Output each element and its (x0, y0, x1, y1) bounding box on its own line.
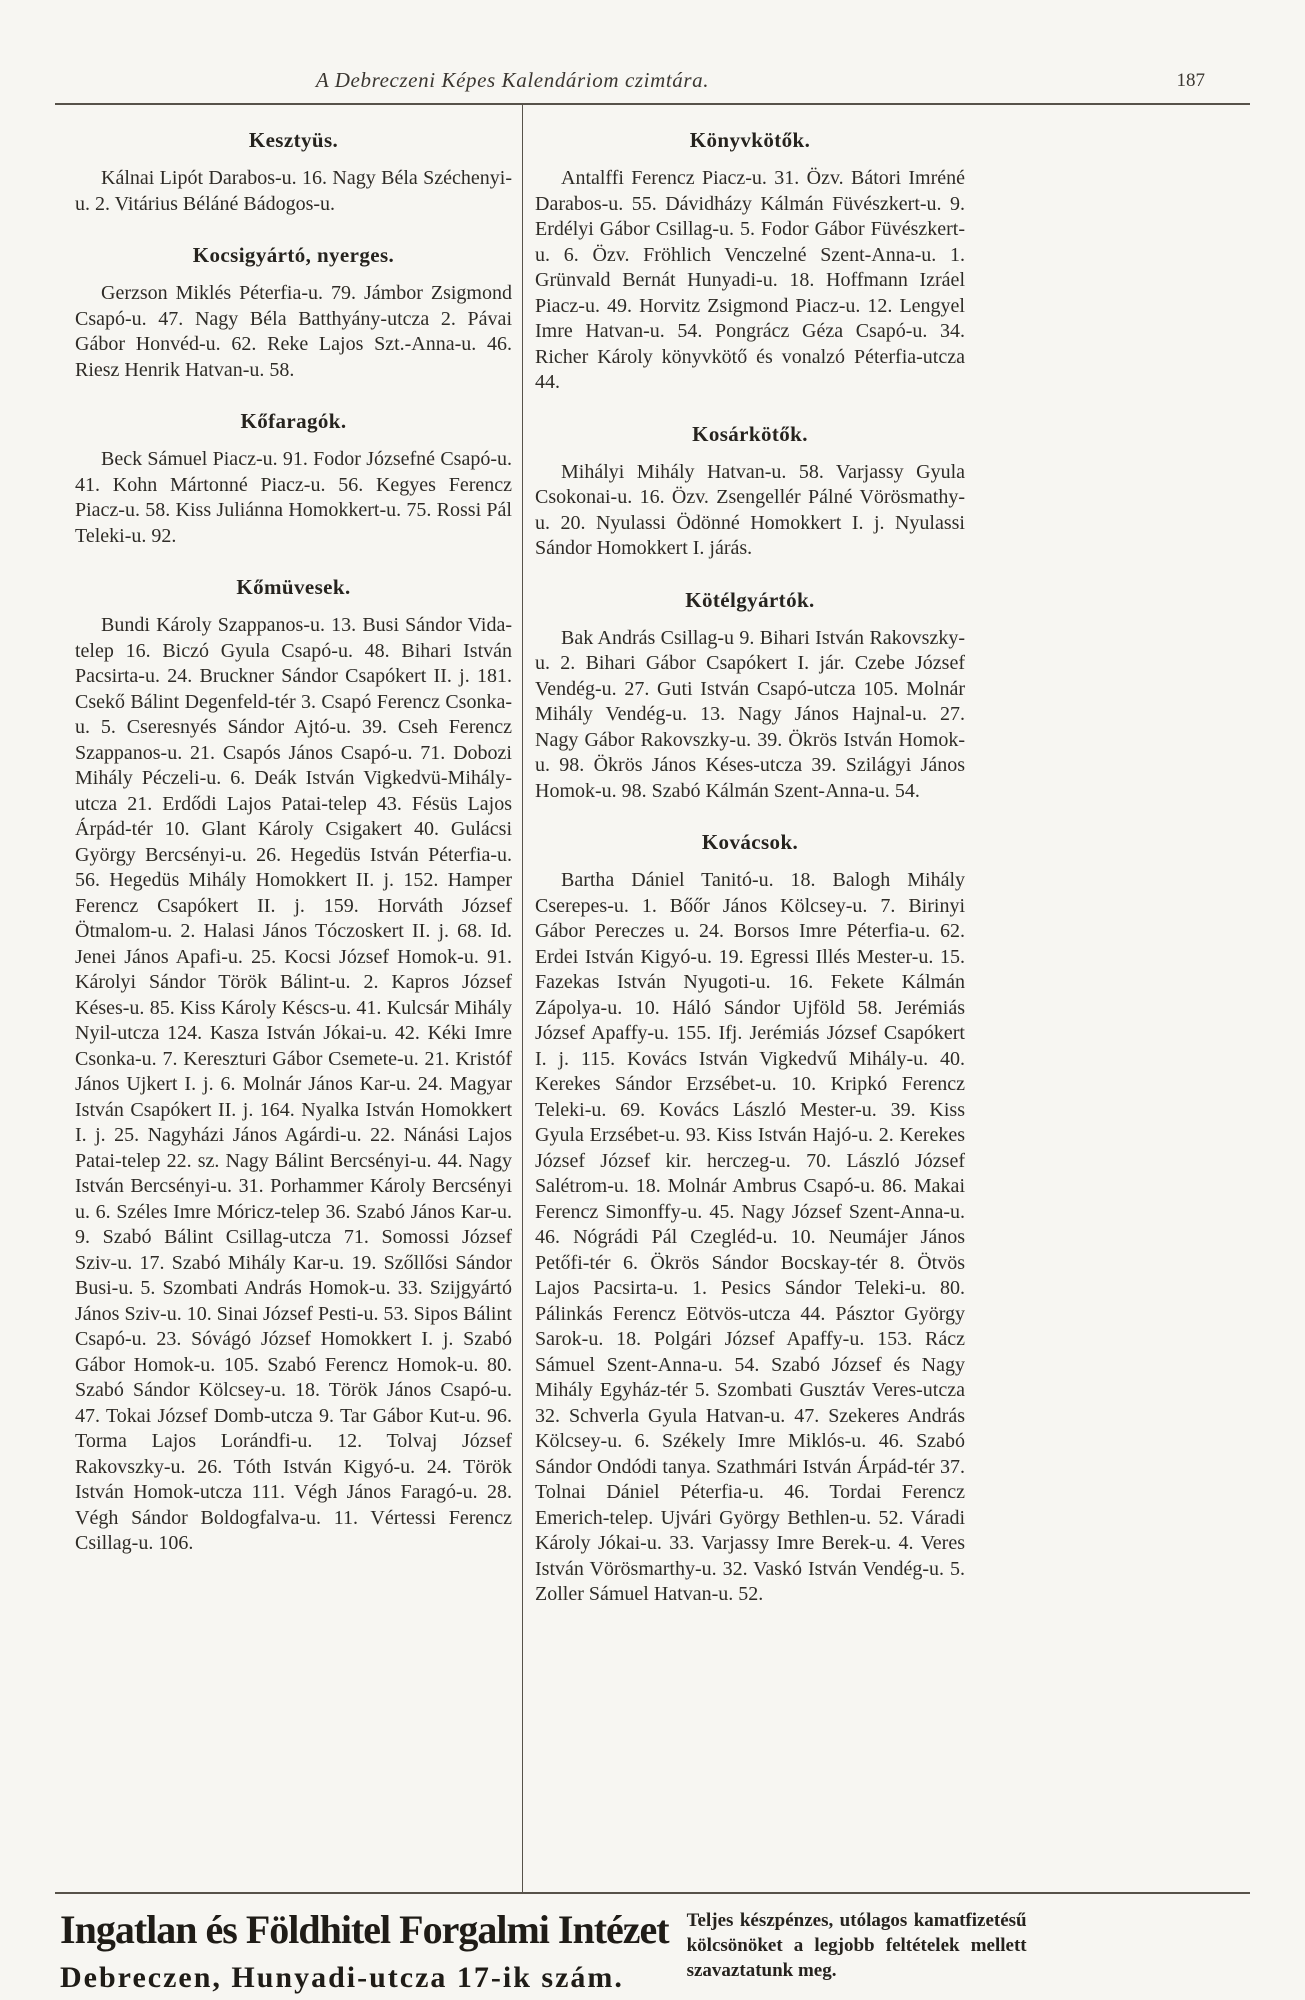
advertisement-side-text: Teljes készpénzes, utólagos kamatfizetésű kölcsönöket a legjobb feltételek mellett szavaztatunk meg. (686, 1910, 1027, 1981)
section-entries-komuvesek: Bundi Károly Szappanos-u. 13. Busi Sándor Vida-telep 16. Biczó Gyula Csapó-u. 48. Bihari István Pacsirta-u. 24. Bruckner Sándor Csapókert II. j. 181. Csekő Bálint Degenfeld-tér 3. Csapó Ferencz Csonka-u. 5. Cseresnyés Sándor Ajtó-u. 39. Cseh Ferencz Szappanos-u. 21. Csapós János Csapó-u. 71. Dobozi Mihály Péczeli-u. 6. Deák István Vigkedvü-Mihály-utcza 21. Erdődi Lajos Patai-telep 43. Fésüs Lajos Árpád-tér 10. Glant Károly Csigakert 40. Gulácsi György Bercsényi-u. 26. Hegedüs István Péterfia-u. 56. Hegedüs Mihály Homokkert II. j. 152. Hamper Ferencz Csapókert II. j. 159. Horváth József Ötmalom-u. 2. Halasi János Tóczoskert II. j. 68. Id. Jenei János Apafi-u. 25. Kocsi József Homok-u. 91. Károlyi Sándor Török Bálint-u. 2. Kapros József Késes-u. 85. Kiss Károly Késcs-u. 41. Kulcsár Mihály Nyil-utcza 124. Kasza István Jókai-u. 42. Kéki Imre Csonka-u. 7. Kereszturi Gábor Csemete-u. 21. Kristóf János Ujkert I. j. 6. Molnár János Kar-u. 24. Magyar István Csapókert II. j. 164. Nyalka István Homokkert I. j. 25. Nagyházi János Agárdi-u. 22. Nánási Lajos Patai-telep 22. sz. Nagy Bálint Bercsényi-u. 44. Nagy István Bercsényi-u. 31. Porhammer Károly Bercsényi u. 6. Széles Imre Móricz-telep 36. Szabó János Kar-u. 9. Szabó Bálint Csillag-utcza 71. Somossi József Sziv-u. 17. Szabó Mihály Kar-u. 19. Szőllősi Sándor Busi-u. 5. Szombati András Homok-u. 33. Szijgyártó János Sziv-u. 10. Sinai József Pesti-u. 53. Sipos Bálint Csapó-u. 23. Sóvágó József Homokkert I. j. Szabó Gábor Homok-u. 105. Szabó Ferencz Homok-u. 80. Szabó Sándor Kölcsey-u. 18. Török János Csapó-u. 47. Tokai József Domb-utcza 9. Tar Gábor Kut-u. 96. Torma Lajos Lorándfi-u. 12. Tolvaj József Rakovszky-u. 26. Tóth István Kigyó-u. 24. Török István Homok-utcza 111. Végh János Faragó-u. 28. Végh Sándor Boldogfalva-u. 11. Vértessi Ferencz Csillag-u. 106. (75, 614, 512, 1554)
section-heading-konyvkotok: Könyvkötők. (689, 128, 811, 152)
section-heading-kovacsok: Kovácsok. (701, 830, 799, 854)
running-title: A Debreczeni Képes Kalendáriom czimtára. (315, 68, 710, 92)
section-heading-kesztyus: Kesztyüs. (248, 128, 339, 152)
page-number: 187 (1176, 70, 1205, 91)
advertisement-address: Debreczen, Hunyadi-utcza 17-ik szám. (60, 1961, 624, 1994)
section-entries-kofaragok: Beck Sámuel Piacz-u. 91. Fodor Józsefné Csapó-u. 41. Kohn Mártonné Piacz-u. 56. Kegyes Ferencz Piacz-u. 58. Kiss Juliánna Homokkert-u. 75. Rossi Pál Teleki-u. 92. (75, 448, 512, 547)
advertisement (60, 1906, 1250, 1995)
section-entries-konyvkotok: Antalffi Ferencz Piacz-u. 31. Özv. Bátori Imréné Darabos-u. 55. Dávidházy Kálmán Füvészkert-u. 9. Erdélyi Gábor Csillag-u. 5. Fodor Gábor Füvészkert-u. 6. Özv. Fröhlich Venczelné Szent-Anna-u. 1. Grünvald Bernát Hunyadi-u. 18. Hoffmann Izráel Piacz-u. 49. Horvitz Zsigmond Piacz-u. 12. Lengyel Imre Hatvan-u. 54. Pongrácz Géza Csapó-u. 34. Richer Károly könyvkötő és vonalzó Péterfia-utcza 44. (535, 167, 965, 393)
section-entries-kovacsok: Bartha Dániel Tanitó-u. 18. Balogh Mihály Cserepes-u. 1. Bőőr János Kölcsey-u. 7. Birinyi Gábor Pereczes u. 24. Borsos Imre Péterfia-u. 62. Erdei István Kigyó-u. 19. Egressi Illés Mester-u. 15. Fazekas István Nyugoti-u. 16. Fekete Kálmán Zápolya-u. 10. Háló Sándor Ujföld 58. Jerémiás József Apaffy-u. 155. Ifj. Jerémiás József Csapókert I. j. 115. Kovács István Vigkedvű Mihály-u. 40. Kerekes Sándor Erzsébet-u. 10. Kripkó Ferencz Teleki-u. 69. Kovács László Mester-u. 39. Kiss Gyula Erzsébet-u. 93. Kiss István Hajó-u. 2. Kerekes József József kir. herczeg-u. 70. László József Salétrom-u. 18. Molnár Ambrus Csapó-u. 86. Makai Ferencz Simonffy-u. 45. Nagy József Szent-Anna-u. 46. Nógrádi Pál Czegléd-u. 10. Neumájer János Petőfi-tér 6. Ökrös Sándor Bocskay-tér 8. Ötvös Lajos Pacsirta-u. 1. Pesics Sándor Teleki-u. 80. Pálinkás Ferencz Eötvös-utcza 44. Pásztor György Sarok-u. 18. Polgári József Apaffy-u. 153. Rácz Sámuel Szent-Anna-u. 54. Szabó József és Nagy Mihály Egyház-tér 5. Szombati Gusztáv Veres-utcza 32. Schverla Gyula Hatvan-u. 47. Szekeres András Kölcsey-u. 6. Székely Imre Miklós-u. 46. Szabó Sándor Ondódi tanya. Szathmári István Árpád-tér 37. Tolnai Dániel Péterfia-u. 46. Tordai Ferencz Emerich-telep. Ujvári György Bethlen-u. 52. Váradi Károly Jókai-u. 33. Varjassy Imre Berek-u. 4. Veres István Vörösmarthy-u. 32. Vaskó István Vendég-u. 5. Zoller Sámuel Hatvan-u. 52. (535, 869, 965, 1605)
directory-columns (75, 116, 965, 1888)
header-rule (55, 103, 1250, 105)
section-heading-komuvesek: Kőmüvesek. (236, 575, 351, 599)
section-heading-kocsigyarto-nyerges: Kocsigyártó, nyerges. (192, 243, 395, 267)
advertisement-title: Ingatlan és Földhitel Forgalmi Intézet (60, 1907, 669, 1952)
left-column (75, 116, 512, 1888)
section-entries-kotelgyartok: Bak András Csillag-u 9. Bihari István Rakovszky-u. 2. Bihari Gábor Csapókert I. jár. Czebe József Vendég-u. 27. Guti István Csapó-utcza 105. Molnár Mihály Vendég-u. 13. Nagy János Hajnal-u. 27. Nagy Gábor Rakovszky-u. 39. Ökrös István Homok-u. 98. Ökrös János Késes-utcza 39. Szilágyi János Homok-u. 98. Szabó Kálmán Szent-Anna-u. 54. (535, 626, 965, 802)
section-entries-kocsigyarto-nyerges: Gerzson Miklés Péterfia-u. 79. Jámbor Zsigmond Csapó-u. 47. Nagy Béla Batthyány-utcza 2. Pávai Gábor Honvéd-u. 62. Reke Lajos Szt.-Anna-u. 46. Riesz Henrik Hatvan-u. 58. (75, 282, 512, 381)
right-column (535, 116, 965, 1888)
footer-rule (55, 1892, 1250, 1894)
section-entries-kosarkotok: Mihályi Mihály Hatvan-u. 58. Varjassy Gyula Csokonai-u. 16. Özv. Zsengellér Pálné Vörösmathy-u. 20. Nyulassi Ödönné Homokkert I. j. Nyulassi Sándor Homokkert I. járás. (535, 460, 965, 559)
section-heading-kofaragok: Kőfaragók. (240, 409, 347, 433)
section-heading-kotelgyartok: Kötélgyártók. (685, 587, 815, 612)
section-heading-kosarkotok: Kosárkötők. (692, 421, 808, 446)
section-entries-kesztyus: Kálnai Lipót Darabos-u. 16. Nagy Béla Széchenyi-u. 2. Vitárius Béláné Bádogos-u. (75, 167, 512, 215)
advertisement-main (60, 1906, 669, 1995)
